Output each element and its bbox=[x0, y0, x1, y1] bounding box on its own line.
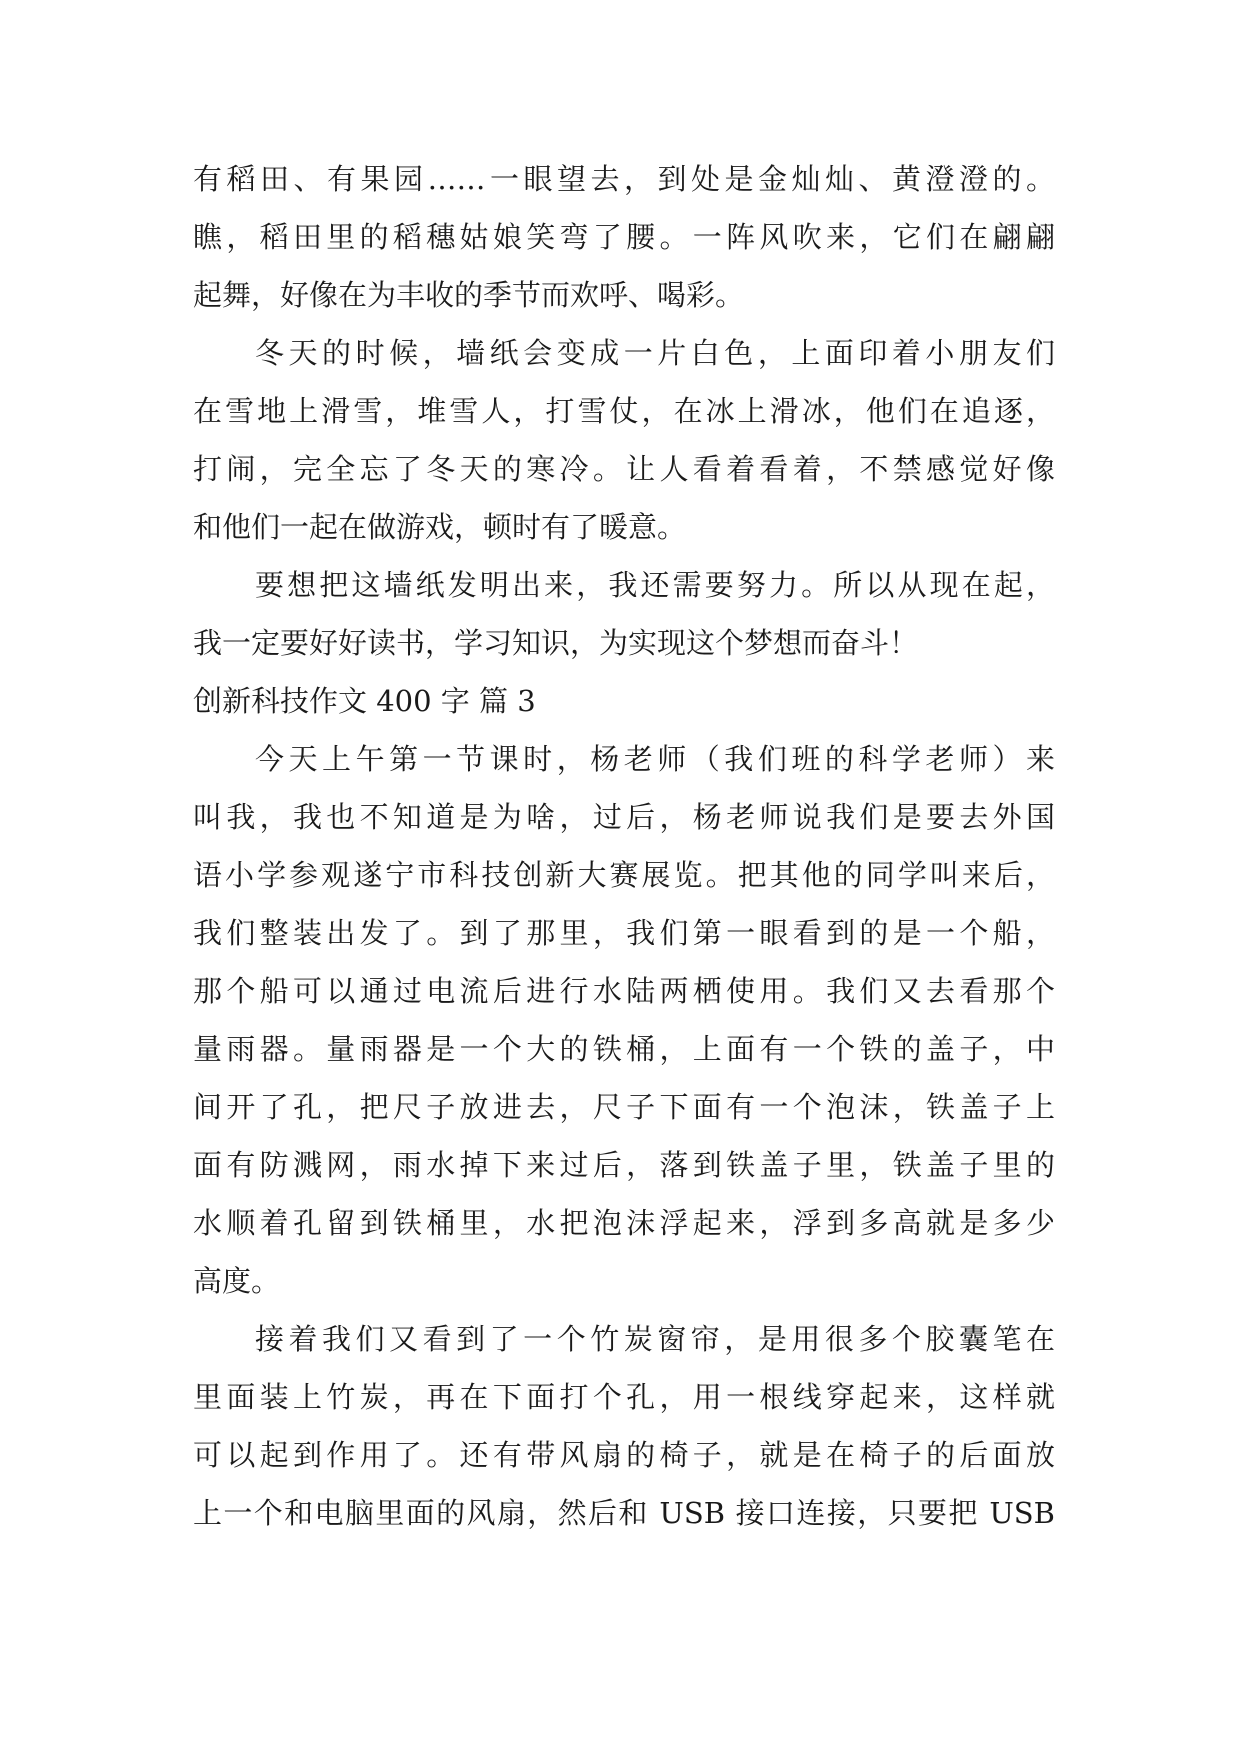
text-line: 面有防溅网，雨水掉下来过后，落到铁盖子里，铁盖子里的 bbox=[193, 1148, 1055, 1182]
paragraph bbox=[193, 730, 1055, 1310]
text-line: 里面装上竹炭，再在下面打个孔，用一根线穿起来，这样就 bbox=[193, 1380, 1055, 1414]
text-line: 间开了孔，把尺子放进去，尺子下面有一个泡沫，铁盖子上 bbox=[193, 1090, 1055, 1124]
text-line: 可以起到作用了。还有带风扇的椅子，就是在椅子的后面放 bbox=[193, 1438, 1055, 1472]
paragraph bbox=[193, 324, 1055, 556]
text-line: 量雨器。量雨器是一个大的铁桶，上面有一个铁的盖子，中 bbox=[193, 1032, 1055, 1066]
text-line: 和他们一起在做游戏，顿时有了暖意。 bbox=[193, 510, 687, 544]
paragraph bbox=[193, 150, 1055, 324]
text-line: 那个船可以通过电流后进行水陆两栖使用。我们又去看那个 bbox=[193, 974, 1055, 1008]
paragraph bbox=[193, 1310, 1055, 1542]
text-line: 有稻田、有果园……一眼望去，到处是金灿灿、黄澄澄的。 bbox=[193, 162, 1055, 196]
text-line: 在雪地上滑雪，堆雪人，打雪仗，在冰上滑冰，他们在追逐， bbox=[193, 394, 1055, 428]
text-line: 冬天的时候，墙纸会变成一片白色，上面印着小朋友们 bbox=[255, 336, 1055, 370]
text-line: 我一定要好好读书，学习知识，为实现这个梦想而奋斗！ bbox=[193, 626, 919, 660]
text-line: 起舞，好像在为丰收的季节而欢呼、喝彩。 bbox=[193, 278, 745, 312]
text-line: 我们整装出发了。到了那里，我们第一眼看到的是一个船， bbox=[193, 916, 1055, 950]
text-line: 今天上午第一节课时，杨老师（我们班的科学老师）来 bbox=[255, 742, 1055, 776]
document-page bbox=[193, 150, 1055, 1542]
text-line: 接着我们又看到了一个竹炭窗帘，是用很多个胶囊笔在 bbox=[255, 1322, 1055, 1356]
text-line: 打闹，完全忘了冬天的寒冷。让人看着看着，不禁感觉好像 bbox=[193, 452, 1055, 486]
text-line: 语小学参观遂宁市科技创新大赛展览。把其他的同学叫来后， bbox=[193, 858, 1055, 892]
text-line: 水顺着孔留到铁桶里，水把泡沫浮起来，浮到多高就是多少 bbox=[193, 1206, 1055, 1240]
paragraph bbox=[193, 556, 1055, 672]
text-line: 上一个和电脑里面的风扇，然后和 USB 接口连接，只要把 USB bbox=[193, 1496, 1055, 1530]
text-line: 瞧，稻田里的稻穗姑娘笑弯了腰。一阵风吹来，它们在翩翩 bbox=[193, 220, 1055, 254]
text-line: 叫我，我也不知道是为啥，过后，杨老师说我们是要去外国 bbox=[193, 800, 1055, 834]
text-line: 高度。 bbox=[193, 1264, 281, 1298]
section-heading: 创新科技作文 400 字 篇 3 bbox=[193, 684, 536, 718]
text-line: 要想把这墙纸发明出来，我还需要努力。所以从现在起， bbox=[255, 568, 1055, 602]
